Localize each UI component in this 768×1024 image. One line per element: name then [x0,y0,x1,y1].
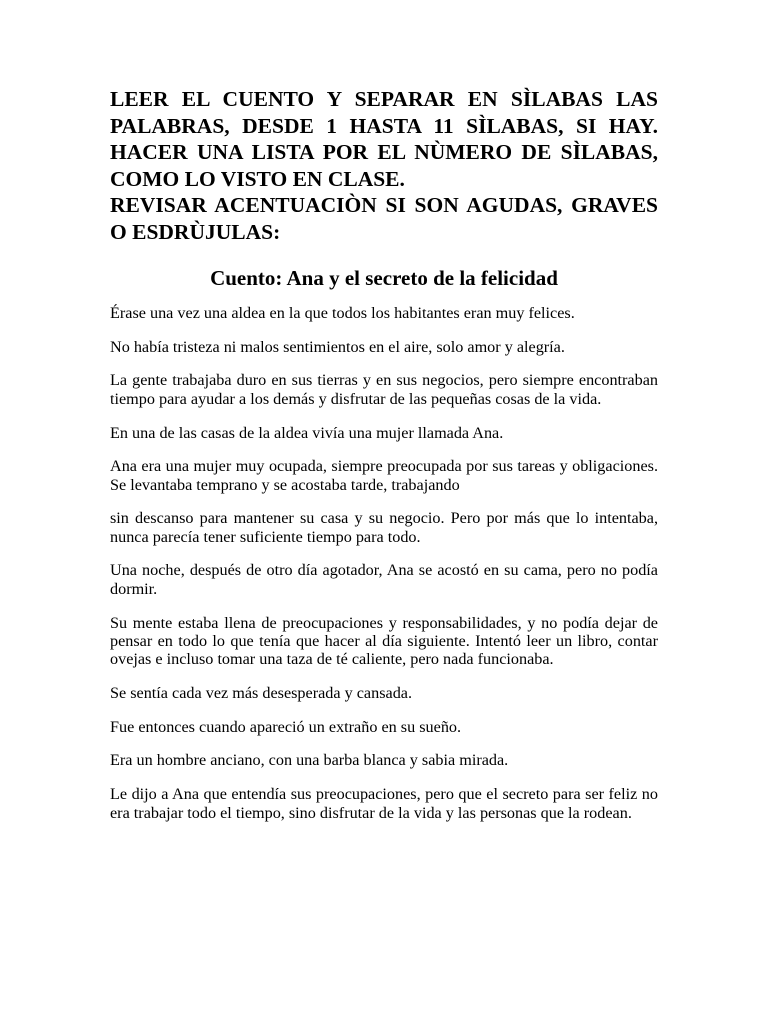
story-paragraph: Una noche, después de otro día agotador, Ana se acostó en su cama, pero no podía dormir. [110,561,658,598]
story-body [110,304,658,822]
story-paragraph: La gente trabajaba duro en sus tierras y en sus negocios, pero siempre encontraban tiempo para ayudar a los demás y disfrutar de las pequeñas cosas de la vida. [110,371,658,408]
story-paragraph: Era un hombre anciano, con una barba blanca y sabia mirada. [110,751,509,770]
story-paragraph: sin descanso para mantener su casa y su negocio. Pero por más que lo intentaba, nunca parecía tener suficiente tiempo para todo. [110,509,658,546]
story-paragraph: Le dijo a Ana que entendía sus preocupaciones, pero que el secreto para ser feliz no era trabajar todo el tiempo, sino disfrutar de la vida y las personas que la rodean. [110,785,658,822]
instruction-paragraph: LEER EL CUENTO Y SEPARAR EN SÌLABAS LAS PALABRAS, DESDE 1 HASTA 11 SÌLABAS, SI HAY. HACER UNA LISTA POR EL NÙMERO DE SÌLABAS, COMO LO VISTO EN CLASE. [110,87,658,191]
story-paragraph: En una de las casas de la aldea vivía una mujer llamada Ana. [110,423,504,442]
story-paragraph: Se sentía cada vez más desesperada y cansada. [110,684,413,703]
document-page [110,86,658,837]
story-paragraph: Érase una vez una aldea en la que todos los habitantes eran muy felices. [110,304,575,322]
assignment-instructions [110,86,658,245]
instruction-paragraph: REVISAR ACENTUACIÒN SI SON AGUDAS, GRAVES O ESDRÙJULAS: [110,193,658,244]
story-paragraph: Ana era una mujer muy ocupada, siempre preocupada por sus tareas y obligaciones. Se levantaba temprano y se acostaba tarde, trabajando [110,457,658,494]
story-paragraph: Fue entonces cuando apareció un extraño en su sueño. [110,717,462,736]
story-paragraph: No había tristeza ni malos sentimientos en el aire, solo amor y alegría. [110,337,565,356]
story-title: Cuento: Ana y el secreto de la felicidad [210,266,558,290]
story-paragraph: Su mente estaba llena de preocupaciones y responsabilidades, y no podía dejar de pensar en todo lo que tenía que hacer al día siguiente. Intentó leer un libro, contar ovejas e incluso tomar una taza de té caliente, pero nada funcionaba. [110,613,658,669]
